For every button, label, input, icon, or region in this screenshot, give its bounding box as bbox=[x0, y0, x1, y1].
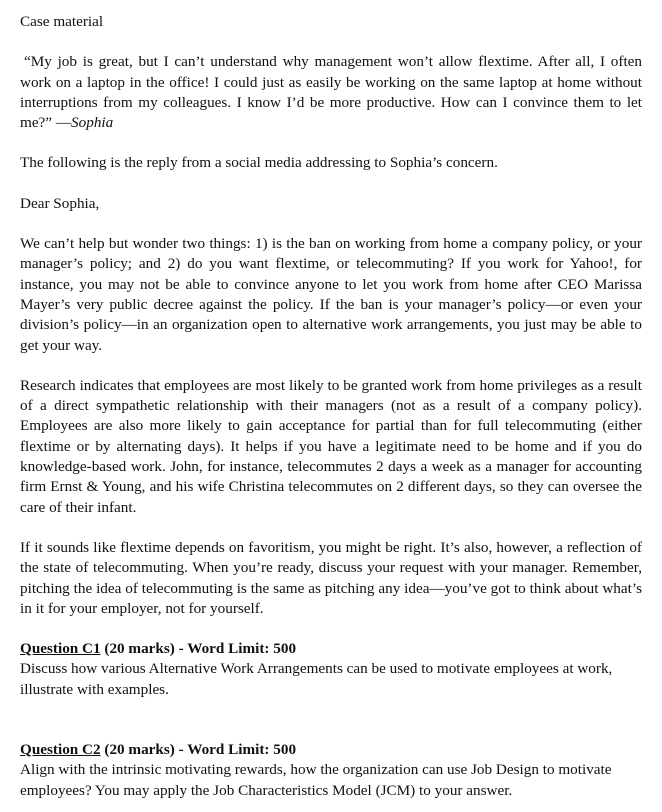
salutation: Dear Sophia, bbox=[20, 194, 100, 212]
body-paragraph-3: If it sounds like flextime depends on favoritism, you might be right. It’s also, however, a reflection of the state of telecommuting. When you’re ready, discuss your request with your manager. Remember, pitching the idea of telecommuting is the same as pitching any idea—you’ve got to think about what’s in it for your employer, not for yourself. bbox=[20, 538, 642, 617]
question-c2-header bbox=[20, 740, 642, 760]
question-c2-label: Question C2 bbox=[20, 741, 101, 759]
question-c2-word-limit: Word Limit: 500 bbox=[187, 741, 297, 759]
question-c1-word-limit: Word Limit: 500 bbox=[187, 640, 297, 658]
quote-author: Sophia bbox=[71, 114, 114, 132]
question-c2 bbox=[20, 740, 642, 801]
body-paragraph-2: Research indicates that employees are most likely to be granted work from home privileges as a result of a direct sympathetic relationship with their managers (not as a result of a company policy). Employees are also more likely to gain acceptance for partial than for full telecommuting (either flextime or by alternating days). It helps if you have a legitimate need to be home and if you do knowledge-based work. John, for instance, telecommutes 2 days a week as a manager for accounting firm Ernst & Young, and his wife Christina telecommutes on 2 different days, so they can oversee the care of their infant. bbox=[20, 376, 642, 516]
intro-paragraph: The following is the reply from a social media addressing to Sophia’s concern. bbox=[20, 154, 498, 172]
quote-paragraph bbox=[20, 52, 642, 133]
question-c1 bbox=[20, 639, 642, 700]
question-c1-label: Question C1 bbox=[20, 640, 101, 658]
question-c1-body: Discuss how various Alternative Work Arrangements can be used to motivate employees at work, illustrate with examples. bbox=[20, 660, 613, 698]
question-c1-header bbox=[20, 639, 642, 659]
section-heading: Case material bbox=[20, 13, 104, 30]
question-c2-marks: (20 marks) - bbox=[100, 741, 188, 759]
document-page bbox=[20, 12, 642, 801]
body-paragraph-1: We can’t help but wonder two things: 1) is the ban on working from home a company policy, or your manager’s policy; and 2) do you want flextime, or telecommuting? If you work for Yahoo!, for instance, you may not be able to convince anyone to let you work from home after CEO Marissa Mayer’s very public decree against the policy. If the ban is your manager’s policy—or even your division’s policy—in an organization open to alternative work arrangements, you just may be able to get your way. bbox=[20, 235, 642, 354]
question-c1-marks: (20 marks) - bbox=[100, 640, 188, 658]
quote-text: “My job is great, but I can’t understand why management won’t allow flextime. After all, I often work on a laptop in the office! I could just as easily be working on the same laptop at home without interruptions from my colleagues. I know I’d be more productive. How can I convince them to let me?” — bbox=[20, 53, 642, 132]
question-c2-body: Align with the intrinsic motivating rewards, how the organization can use Job Design to motivate employees? You may apply the Job Characteristics Model (JCM) to your answer. bbox=[20, 761, 612, 799]
